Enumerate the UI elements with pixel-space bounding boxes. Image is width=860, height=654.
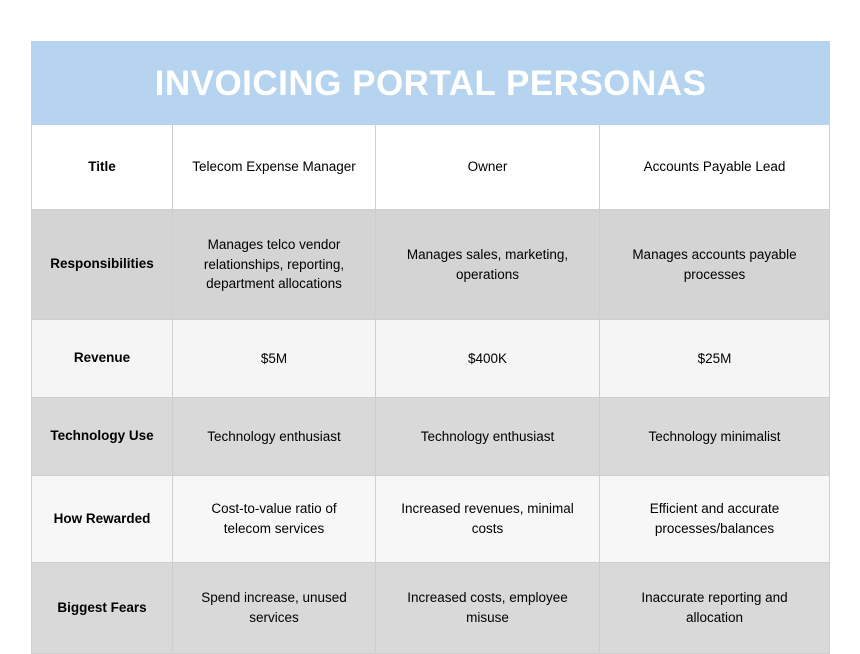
- row-label-biggest-fears: Biggest Fears: [32, 563, 173, 654]
- cell-responsibilities-persona1: Manages telco vendor relationships, reporting, department allocations: [173, 210, 376, 320]
- cell-title-persona3: Accounts Payable Lead: [600, 125, 830, 210]
- cell-how-rewarded-persona3: Efficient and accurate processes/balances: [600, 476, 830, 563]
- cell-biggest-fears-persona2: Increased costs, employee misuse: [376, 563, 600, 654]
- personas-table-container: [31, 41, 829, 654]
- cell-technology-use-persona3: Technology minimalist: [600, 398, 830, 476]
- table-row: [32, 210, 830, 320]
- row-label-responsibilities: Responsibilities: [32, 210, 173, 320]
- cell-biggest-fears-persona3: Inaccurate reporting and allocation: [600, 563, 830, 654]
- cell-responsibilities-persona2: Manages sales, marketing, operations: [376, 210, 600, 320]
- cell-revenue-persona2: $400K: [376, 320, 600, 398]
- banner-cell: [32, 42, 830, 125]
- cell-revenue-persona1: $5M: [173, 320, 376, 398]
- cell-technology-use-persona2: Technology enthusiast: [376, 398, 600, 476]
- cell-revenue-persona3: $25M: [600, 320, 830, 398]
- table-banner-row: [32, 42, 830, 125]
- cell-responsibilities-persona3: Manages accounts payable processes: [600, 210, 830, 320]
- cell-title-persona1: Telecom Expense Manager: [173, 125, 376, 210]
- personas-table: [31, 41, 830, 654]
- row-label-title: Title: [32, 125, 173, 210]
- table-row: [32, 125, 830, 210]
- cell-how-rewarded-persona2: Increased revenues, minimal costs: [376, 476, 600, 563]
- cell-how-rewarded-persona1: Cost-to-value ratio of telecom services: [173, 476, 376, 563]
- row-label-how-rewarded: How Rewarded: [32, 476, 173, 563]
- cell-title-persona2: Owner: [376, 125, 600, 210]
- row-label-revenue: Revenue: [32, 320, 173, 398]
- page-title: INVOICING PORTAL PERSONAS: [154, 63, 707, 103]
- table-row: [32, 563, 830, 654]
- cell-technology-use-persona1: Technology enthusiast: [173, 398, 376, 476]
- table-row: [32, 320, 830, 398]
- table-row: [32, 398, 830, 476]
- row-label-technology-use: Technology Use: [32, 398, 173, 476]
- cell-biggest-fears-persona1: Spend increase, unused services: [173, 563, 376, 654]
- table-row: [32, 476, 830, 563]
